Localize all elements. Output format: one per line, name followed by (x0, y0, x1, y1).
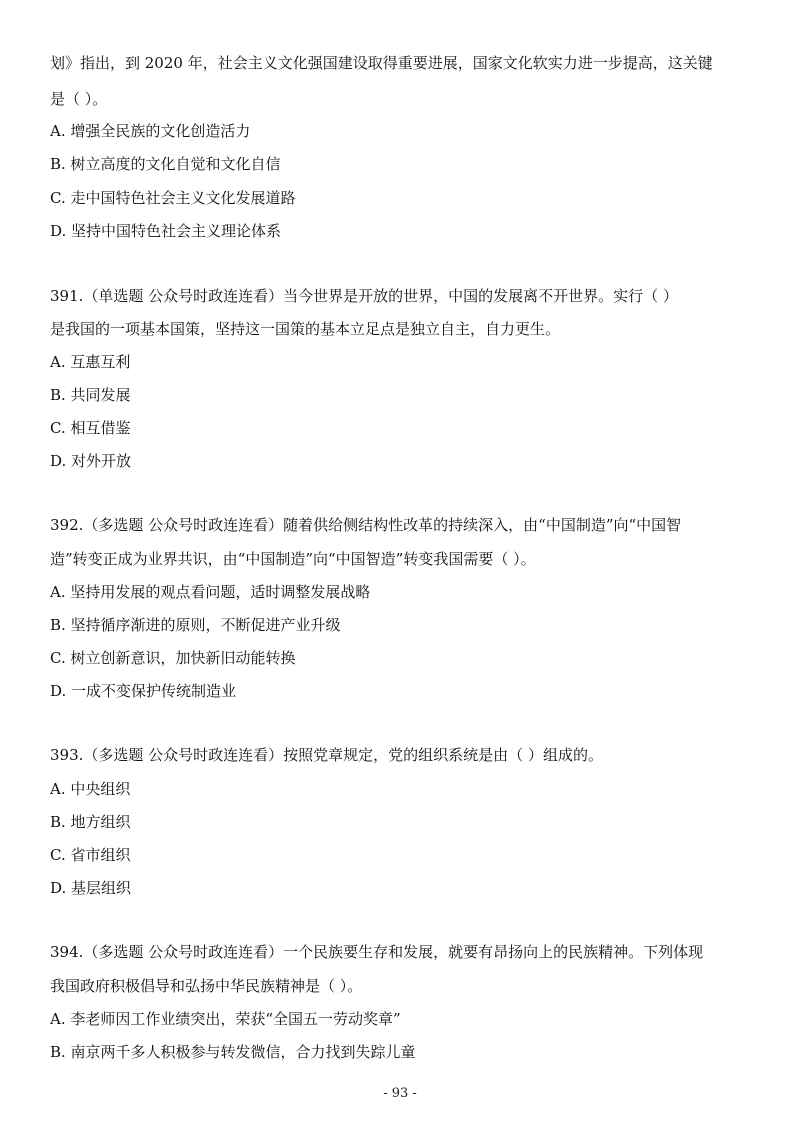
option-b: B. 地方组织 (50, 813, 131, 831)
question-391-stem: 是我国的一项基本国策，坚持这一国策的基本立足点是独立自主，自力更生。 (50, 320, 561, 338)
option-a: A. 中央组织 (50, 780, 131, 798)
option-a: A. 互惠互利 (50, 353, 131, 371)
option-d: D. 一成不变保护传统制造业 (50, 682, 237, 700)
option-b: B. 南京两千多人积极参与转发微信，合力找到失踪儿童 (50, 1043, 416, 1061)
question-393-stem: 393.（多选题 公众号时政连连看）按照党章规定，党的组织系统是由（ ）组成的。 (50, 746, 603, 764)
page-number: - 93 - (383, 1086, 417, 1101)
option-d: D. 坚持中国特色社会主义理论体系 (50, 222, 282, 240)
option-b: B. 共同发展 (50, 386, 131, 404)
option-a: A. 李老师因工作业绩突出，荣获“全国五一劳动奖章” (50, 1010, 401, 1028)
question-394-stem: 我国政府积极倡导和弘扬中华民族精神是（ ）。 (50, 977, 363, 995)
option-a: A. 坚持用发展的观点看问题，适时调整发展战略 (50, 583, 371, 601)
option-b: B. 坚持循序渐进的原则，不断促进产业升级 (50, 616, 341, 634)
question-stem-line: 划》指出，到 2020 年，社会主义文化强国建设取得重要进展，国家文化软实力进一步提高，这关键 (50, 54, 713, 72)
question-392-stem: 392.（多选题 公众号时政连连看）随着供给侧结构性改革的持续深入，由“中国制造”向“中国智 (50, 516, 682, 534)
option-c: C. 省市组织 (50, 846, 131, 864)
option-c: C. 树立创新意识，加快新旧动能转换 (50, 649, 296, 667)
option-d: D. 对外开放 (50, 452, 132, 470)
question-394-stem: 394.（多选题 公众号时政连连看）一个民族要生存和发展，就要有昂扬向上的民族精神。下列体现 (50, 943, 704, 961)
question-391-stem: 391.（单选题 公众号时政连连看）当今世界是开放的世界，中国的发展离不开世界。实行（ ） (50, 287, 678, 305)
question-stem-line: 是（ ）。 (50, 90, 108, 108)
option-b: B. 树立高度的文化自觉和文化自信 (50, 155, 281, 173)
option-a: A. 增强全民族的文化创造活力 (50, 122, 251, 140)
option-c: C. 相互借鉴 (50, 419, 131, 437)
option-d: D. 基层组织 (50, 879, 132, 897)
option-c: C. 走中国特色社会主义文化发展道路 (50, 189, 296, 207)
question-392-stem: 造”转变正成为业界共识，由“中国制造”向“中国智造”转变我国需要（ ）。 (50, 550, 536, 568)
